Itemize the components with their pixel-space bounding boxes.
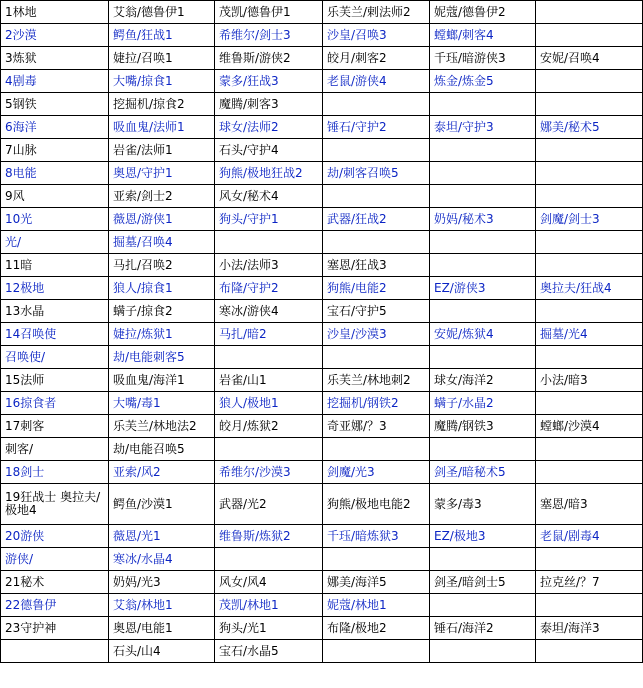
champion-cell: 布隆/极地2 [323,617,430,640]
trait-cell: 19狂战士 奥拉夫/极地4 [1,484,109,525]
champion-cell: 千珏/暗游侠3 [430,47,536,70]
champion-cell: 妮蔻/德鲁伊2 [430,1,536,24]
table-row [1,461,643,484]
champion-cell: 千珏/暗炼狱3 [323,525,430,548]
trait-cell: 召唤使/ [1,346,109,369]
champion-cell [536,70,643,93]
champion-cell [215,231,323,254]
champion-cell [536,548,643,571]
champion-cell: 老鼠/剧毒4 [536,525,643,548]
champion-cell: 马扎/召唤2 [109,254,215,277]
champion-cell: EZ/游侠3 [430,277,536,300]
table-row [1,254,643,277]
champion-cell: 娜美/海洋5 [323,571,430,594]
champion-cell: 沙皇/沙漠3 [323,323,430,346]
champion-cell: 剑魔/剑士3 [536,208,643,231]
table-row [1,369,643,392]
trait-cell: 14召唤使 [1,323,109,346]
champion-cell: 螨子/掠食2 [109,300,215,323]
table-row [1,24,643,47]
champion-cell [430,594,536,617]
champion-cell: 泰坦/海洋3 [536,617,643,640]
champion-cell: 沙皇/召唤3 [323,24,430,47]
champion-cell [430,185,536,208]
champion-cell [430,139,536,162]
champion-cell [536,162,643,185]
trait-cell: 8电能 [1,162,109,185]
champion-cell: EZ/极地3 [430,525,536,548]
trait-cell: 22德鲁伊 [1,594,109,617]
trait-cell: 23守护神 [1,617,109,640]
table-row [1,162,643,185]
champion-cell: 宝石/水晶5 [215,640,323,663]
table-row [1,640,643,663]
trait-cell: 6海洋 [1,116,109,139]
champion-cell: 狼人/极地1 [215,392,323,415]
champion-cell: 岩雀/山1 [215,369,323,392]
champion-cell: 妮蔻/林地1 [323,594,430,617]
champion-cell: 乐芙兰/剌法师2 [323,1,430,24]
trait-cell: 5钢铁 [1,93,109,116]
champion-cell [536,93,643,116]
table-body [1,1,643,663]
champion-cell: 狗熊/极地电能2 [323,484,430,525]
champion-cell: 武器/光2 [215,484,323,525]
champion-cell: 拉克丝/？7 [536,571,643,594]
table-row [1,392,643,415]
champion-cell: 狗熊/电能2 [323,277,430,300]
champion-cell [323,640,430,663]
table-row [1,346,643,369]
table-row [1,70,643,93]
trait-cell: 7山脉 [1,139,109,162]
champion-cell: 风女/秘术4 [215,185,323,208]
champion-cell [323,548,430,571]
table-row [1,323,643,346]
champion-cell: 风女/风4 [215,571,323,594]
champion-cell: 狗熊/极地狂战2 [215,162,323,185]
trait-cell: 15法师 [1,369,109,392]
champion-cell [430,254,536,277]
champion-cell: 魔腾/钢铁3 [430,415,536,438]
champion-cell [536,231,643,254]
table-row [1,185,643,208]
champion-cell: 奶妈/光3 [109,571,215,594]
champion-cell: 薇恩/游侠1 [109,208,215,231]
trait-cell: 3炼狱 [1,47,109,70]
trait-cell: 游侠/ [1,548,109,571]
champion-cell: 吸血鬼/海洋1 [109,369,215,392]
champion-cell: 狗头/光1 [215,617,323,640]
table-row [1,1,643,24]
champion-cell: 吸血鬼/法师1 [109,116,215,139]
champion-cell: 剑圣/暗剑士5 [430,571,536,594]
champion-cell: 掘墓/召唤4 [109,231,215,254]
champion-cell [323,346,430,369]
champion-cell: 塞恩/狂战3 [323,254,430,277]
champion-cell: 薇恩/光1 [109,525,215,548]
champion-cell: 奶妈/秘术3 [430,208,536,231]
champion-cell [323,438,430,461]
champion-cell [215,346,323,369]
trait-cell: 21秘术 [1,571,109,594]
trait-cell: 16掠食者 [1,392,109,415]
champion-cell: 宝石/守护5 [323,300,430,323]
trait-cell: 13水晶 [1,300,109,323]
champion-cell: 布隆/守护2 [215,277,323,300]
champion-cell: 挖掘机/掠食2 [109,93,215,116]
champion-cell: 希维尔/剑士3 [215,24,323,47]
champion-cell [430,162,536,185]
champion-cell [430,346,536,369]
champion-cell: 茂凯/林地1 [215,594,323,617]
table-row [1,594,643,617]
champion-cell [536,438,643,461]
champion-cell [323,93,430,116]
champion-cell: 奥恩/守护1 [109,162,215,185]
table-row [1,208,643,231]
champion-cell: 希维尔/沙漠3 [215,461,323,484]
champion-cell: 螨子/水晶2 [430,392,536,415]
champion-cell: 剑圣/暗秘术5 [430,461,536,484]
champion-cell [215,438,323,461]
champion-cell: 奇亚娜/？3 [323,415,430,438]
table-row [1,277,643,300]
champion-cell: 乐芙兰/林地刺2 [323,369,430,392]
trait-cell: 1林地 [1,1,109,24]
champion-cell [323,231,430,254]
trait-cell: 12极地 [1,277,109,300]
champion-cell: 剑魔/光3 [323,461,430,484]
champion-cell [430,231,536,254]
champion-cell: 婕拉/炼狱1 [109,323,215,346]
champion-cell: 锤石/守护2 [323,116,430,139]
champion-cell: 石头/山4 [109,640,215,663]
champion-cell: 大嘴/毒1 [109,392,215,415]
table-row [1,415,643,438]
champion-cell: 奥拉夫/狂战4 [536,277,643,300]
champion-cell [536,461,643,484]
champion-cell: 球女/法师2 [215,116,323,139]
champion-cell: 老鼠/游侠4 [323,70,430,93]
champion-cell: 锤石/海洋2 [430,617,536,640]
champion-cell [536,346,643,369]
table-row [1,617,643,640]
champion-cell: 奥恩/电能1 [109,617,215,640]
champion-cell: 小法/法师3 [215,254,323,277]
champion-cell [430,640,536,663]
champion-cell: 掘墓/光4 [536,323,643,346]
champion-cell [536,1,643,24]
champion-cell: 武器/狂战2 [323,208,430,231]
champion-cell: 塞恩/暗3 [536,484,643,525]
champion-cell: 皎月/刺客2 [323,47,430,70]
champion-cell: 岩雀/法师1 [109,139,215,162]
champion-cell: 乐芙兰/林地法2 [109,415,215,438]
champion-cell [430,548,536,571]
champion-cell: 鳄鱼/沙漠1 [109,484,215,525]
table-row [1,548,643,571]
trait-cell: 10光 [1,208,109,231]
trait-cell: 4剧毒 [1,70,109,93]
champion-cell [536,139,643,162]
champion-cell: 劫/电能召唤5 [109,438,215,461]
trait-cell: 17刺客 [1,415,109,438]
table-row [1,438,643,461]
champion-cell: 劫/刺客召唤5 [323,162,430,185]
champion-cell: 劫/电能刺客5 [109,346,215,369]
trait-cell: 光/ [1,231,109,254]
trait-cell: 20游侠 [1,525,109,548]
champion-cell: 亚索/风2 [109,461,215,484]
champion-cell [430,300,536,323]
champion-cell [536,392,643,415]
champion-cell: 安妮/召唤4 [536,47,643,70]
champion-cell: 泰坦/守护3 [430,116,536,139]
trait-cell: 9风 [1,185,109,208]
champion-cell [536,24,643,47]
table-row [1,47,643,70]
champion-cell [536,185,643,208]
champion-cell: 亚索/剑士2 [109,185,215,208]
champion-cell: 小法/暗3 [536,369,643,392]
table-row [1,93,643,116]
champion-cell [215,548,323,571]
champion-cell: 炼金/炼金5 [430,70,536,93]
champion-cell: 寒冰/游侠4 [215,300,323,323]
champion-cell: 安妮/炼狱4 [430,323,536,346]
champion-cell: 维鲁斯/炼狱2 [215,525,323,548]
champion-cell: 娜美/秘术5 [536,116,643,139]
champion-cell: 寒冰/水晶4 [109,548,215,571]
champion-cell: 鳄鱼/狂战1 [109,24,215,47]
champion-cell: 皎月/炼狱2 [215,415,323,438]
champion-cell [323,139,430,162]
champion-cell: 狼人/掠食1 [109,277,215,300]
champion-cell: 蒙多/毒3 [430,484,536,525]
champion-cell: 艾翁/德鲁伊1 [109,1,215,24]
champion-cell [536,640,643,663]
champion-cell: 艾翁/林地1 [109,594,215,617]
champion-cell: 螳螂/沙漠4 [536,415,643,438]
champion-cell: 茂凯/德鲁伊1 [215,1,323,24]
table-row [1,571,643,594]
champion-cell: 狗头/守护1 [215,208,323,231]
champion-cell [536,254,643,277]
table-row [1,116,643,139]
champion-cell [430,93,536,116]
table-row [1,139,643,162]
table-row [1,484,643,525]
table-row [1,300,643,323]
champion-cell [323,185,430,208]
champion-cell: 婕拉/召唤1 [109,47,215,70]
champion-cell: 大嘴/掠食1 [109,70,215,93]
champion-cell [536,594,643,617]
trait-cell [1,640,109,663]
champion-cell [536,300,643,323]
champion-cell: 球女/海洋2 [430,369,536,392]
table-row [1,231,643,254]
champion-cell: 石头/守护4 [215,139,323,162]
trait-cell: 2沙漠 [1,24,109,47]
champion-cell: 马扎/暗2 [215,323,323,346]
trait-cell: 刺客/ [1,438,109,461]
champion-cell: 魔腾/刺客3 [215,93,323,116]
champion-cell: 蒙多/狂战3 [215,70,323,93]
champion-cell: 螳螂/刺客4 [430,24,536,47]
trait-cell: 11暗 [1,254,109,277]
champion-cell: 挖掘机/钢铁2 [323,392,430,415]
champion-cell: 维鲁斯/游侠2 [215,47,323,70]
table-row [1,525,643,548]
champion-cell [430,438,536,461]
trait-cell: 18剑士 [1,461,109,484]
